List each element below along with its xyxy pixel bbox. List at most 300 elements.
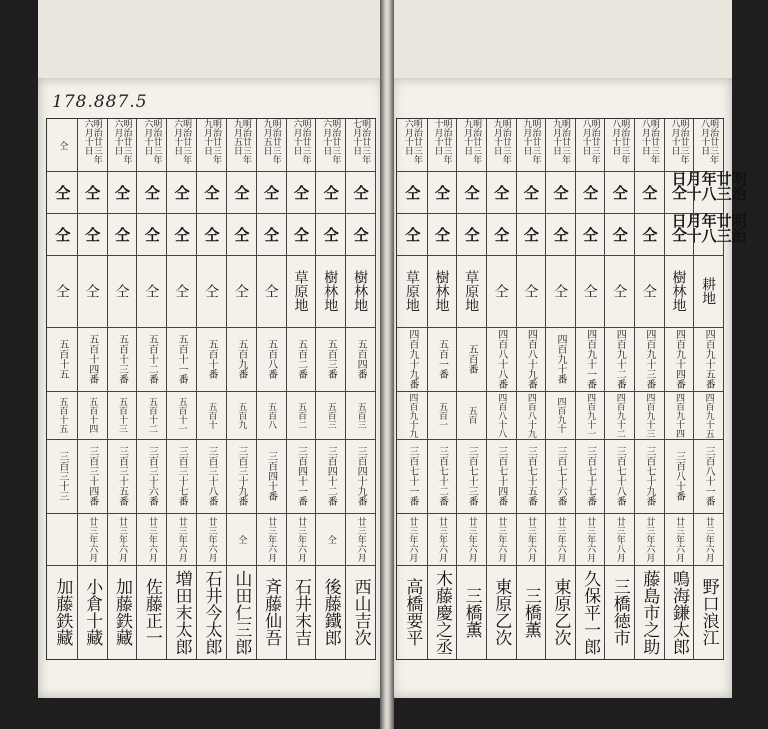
lot-sub-number-cell	[397, 391, 427, 439]
lot-sub-number-cell	[664, 391, 694, 439]
date-entry-3-cell	[604, 213, 634, 255]
register-column	[77, 119, 108, 659]
land-category: 仝	[232, 284, 249, 298]
old-lot-number: 三百七十四番	[495, 446, 507, 506]
date-entry-2: 仝	[670, 184, 689, 200]
land-category: 仝	[83, 284, 100, 298]
lot-sub-number: 五百三	[355, 401, 366, 429]
reference-year: 廿三年六月	[466, 516, 477, 562]
land-category-cell	[664, 255, 694, 327]
lot-number: 五百九番	[235, 339, 247, 379]
land-category: 樹林地	[322, 270, 339, 312]
date-entry-3: 仝	[610, 226, 629, 242]
lot-sub-number-cell	[286, 391, 316, 439]
lot-number-cell	[545, 327, 575, 391]
old-lot-number: 三百七十三番	[466, 446, 478, 506]
reference-year-cell	[397, 513, 427, 565]
land-category-cell	[107, 255, 137, 327]
reference-year-cell	[166, 513, 196, 565]
lot-sub-number-cell	[634, 391, 664, 439]
date-entry-3-cell	[136, 213, 166, 255]
lot-number-cell	[77, 327, 107, 391]
lot-number: 五百十五	[56, 339, 68, 379]
date-entry-3-cell	[345, 213, 375, 255]
date-entry-2: 仝	[321, 184, 340, 200]
reference-year: 廿三年六月	[117, 516, 128, 562]
owner-name-cell	[456, 565, 486, 659]
reference-year: 仝	[325, 534, 336, 544]
reference-year-cell	[77, 513, 107, 565]
date-entry-2: 仝	[492, 184, 511, 200]
owner-name-cell	[427, 565, 457, 659]
lot-sub-number-cell	[166, 391, 196, 439]
date-entry-3-cell	[256, 213, 286, 255]
reference-year-cell	[47, 513, 77, 565]
date-entry-3-cell	[634, 213, 664, 255]
date-entry-2: 仝	[53, 184, 72, 200]
land-category: 仝	[53, 284, 70, 298]
reference-year-cell	[693, 513, 723, 565]
registration-date-cell	[634, 119, 664, 171]
lot-number: 五百十四番	[86, 334, 98, 384]
date-entry-2: 仝	[551, 184, 570, 200]
land-category-cell	[693, 255, 723, 327]
reference-year: 廿三年六月	[674, 516, 685, 562]
register-column	[345, 119, 376, 659]
old-lot-number: 三百三十四番	[86, 446, 98, 506]
old-lot-number: 三百四十九番	[355, 446, 367, 506]
lot-sub-number-cell	[226, 391, 256, 439]
date-entry-2-cell	[575, 171, 605, 213]
land-category: 樹林地	[352, 270, 369, 312]
date-entry-2-cell	[226, 171, 256, 213]
reference-year: 廿三年六月	[555, 516, 566, 562]
land-category: 樹林地	[433, 270, 450, 312]
date-entry-2: 仝	[351, 184, 370, 200]
date-entry-2-cell	[604, 171, 634, 213]
reference-year-cell	[226, 513, 256, 565]
old-lot-number-cell	[456, 439, 486, 513]
reference-year: 廿三年六月	[295, 516, 306, 562]
old-lot-number-cell	[516, 439, 546, 513]
register-column	[196, 119, 227, 659]
land-category: 仝	[113, 284, 130, 298]
date-entry-3: 仝	[462, 226, 481, 242]
reference-year: 廿三年八月	[614, 516, 625, 562]
old-lot-number-cell	[545, 439, 575, 513]
date-entry-3-cell	[107, 213, 137, 255]
land-category-cell	[345, 255, 375, 327]
reference-year: 廿三年六月	[407, 516, 418, 562]
lot-sub-number: 五百二	[295, 401, 306, 429]
lot-sub-number-cell	[107, 391, 137, 439]
reference-year-cell	[545, 513, 575, 565]
registration-date: 明治廿三年八月十日	[639, 119, 659, 164]
date-entry-3-cell	[47, 213, 77, 255]
registration-date: 明治廿三年六月十日	[82, 119, 102, 164]
reference-year: 廿三年六月	[87, 516, 98, 562]
registration-date: 仝	[57, 140, 68, 150]
lot-number: 四百九十一番	[584, 329, 596, 389]
lot-sub-number-cell	[315, 391, 345, 439]
date-entry-2-cell	[669, 171, 748, 213]
date-entry-3-cell	[196, 213, 226, 255]
date-entry-3-cell	[226, 213, 256, 255]
old-lot-number-cell	[286, 439, 316, 513]
lot-number-cell	[345, 327, 375, 391]
date-entry-3: 仝	[83, 226, 102, 242]
date-entry-3: 仝	[403, 226, 422, 242]
lot-number-cell	[516, 327, 546, 391]
date-entry-3: 仝	[492, 226, 511, 242]
land-category-cell	[256, 255, 286, 327]
registration-date-cell	[136, 119, 166, 171]
reference-year-cell	[427, 513, 457, 565]
land-category: 仝	[492, 284, 509, 298]
lot-number-cell	[47, 327, 77, 391]
lot-number-cell	[427, 327, 457, 391]
registration-date: 明治廿三年八月十日	[669, 119, 689, 164]
reference-year-cell	[256, 513, 286, 565]
reference-year-cell	[604, 513, 634, 565]
lot-sub-number: 四百九十四	[674, 392, 685, 438]
register-column	[107, 119, 138, 659]
reference-year: 廿三年六月	[266, 516, 277, 562]
lot-number: 四百九十番	[554, 334, 566, 384]
old-lot-number: 三百三十六番	[146, 446, 158, 506]
lot-sub-number-cell	[456, 391, 486, 439]
land-category: 草原地	[463, 270, 480, 312]
old-lot-number: 三百七十二番	[436, 446, 448, 506]
lot-sub-number: 五百九	[236, 401, 247, 429]
land-category: 仝	[522, 284, 539, 298]
owner-name-cell	[196, 565, 226, 659]
old-lot-number-cell	[575, 439, 605, 513]
owner-name-cell	[315, 565, 345, 659]
old-lot-number: 三百四十一番	[295, 446, 307, 506]
date-entry-3: 仝	[640, 226, 659, 242]
old-lot-number-cell	[77, 439, 107, 513]
owner-name-cell	[47, 565, 77, 659]
land-category: 仝	[640, 284, 657, 298]
date-entry-2: 仝	[462, 184, 481, 200]
lot-sub-number-cell	[196, 391, 226, 439]
lot-sub-number: 五百十四	[87, 397, 98, 433]
register-column	[604, 119, 635, 659]
date-entry-2-cell	[427, 171, 457, 213]
reference-year: 廿三年六月	[176, 516, 187, 562]
reference-year: 廿三年六月	[146, 516, 157, 562]
land-category: 仝	[611, 284, 628, 298]
land-category: 樹林地	[670, 270, 687, 312]
register-column	[516, 119, 547, 659]
reference-year: 廿三年六月	[525, 516, 536, 562]
owner-name: 東原乙次	[550, 578, 571, 646]
owner-name-cell	[664, 565, 694, 659]
reference-year-cell	[516, 513, 546, 565]
date-entry-2-cell	[545, 171, 575, 213]
owner-name-cell	[136, 565, 166, 659]
registration-date-cell	[516, 119, 546, 171]
lot-number: 四百八十八番	[495, 329, 507, 389]
land-category-cell	[315, 255, 345, 327]
old-lot-number: 三百三十七番	[176, 446, 188, 506]
registration-date: 明治廿三年九月五日	[261, 119, 281, 164]
register-column	[136, 119, 167, 659]
date-entry-2-cell	[486, 171, 516, 213]
lot-number-cell	[166, 327, 196, 391]
reference-year-cell	[456, 513, 486, 565]
register-column	[456, 119, 487, 659]
date-entry-2-cell	[166, 171, 196, 213]
old-lot-number: 三百八十一番	[703, 446, 715, 506]
reference-year: 廿三年六月	[436, 516, 447, 562]
land-category: 仝	[202, 284, 219, 298]
date-entry-3: 仝	[321, 226, 340, 242]
owner-name: 後藤鐵郎	[320, 578, 341, 646]
date-entry-3-cell	[545, 213, 575, 255]
book-gutter	[380, 0, 394, 729]
land-category: 仝	[262, 284, 279, 298]
lot-number-cell	[107, 327, 137, 391]
lot-sub-number: 五百十二	[146, 397, 157, 433]
owner-name: 小倉十藏	[82, 578, 103, 646]
old-lot-number-cell	[136, 439, 166, 513]
reference-year: 仝	[236, 534, 247, 544]
register-column	[634, 119, 665, 659]
date-entry-2-cell	[77, 171, 107, 213]
lot-sub-number-cell	[427, 391, 457, 439]
lot-sub-number: 四百九十五	[703, 392, 714, 438]
date-entry-2: 仝	[83, 184, 102, 200]
lot-sub-number: 四百八十九	[525, 392, 536, 438]
registration-date: 明治廿三年八月十日	[699, 119, 719, 164]
registration-date: 明治廿三年六月十日	[402, 119, 422, 164]
registration-date-cell	[604, 119, 634, 171]
land-category-cell	[166, 255, 196, 327]
lot-sub-number-cell	[47, 391, 77, 439]
owner-name: 山田仁三郎	[231, 569, 252, 655]
register-column	[486, 119, 517, 659]
old-lot-number: 三百四十二番	[325, 446, 337, 506]
date-entry-3: 仝	[172, 226, 191, 242]
owner-name-cell	[77, 565, 107, 659]
date-entry-2-cell	[47, 171, 77, 213]
old-lot-number-cell	[315, 439, 345, 513]
lot-number-cell	[315, 327, 345, 391]
registration-date: 明治廿三年九月十日	[550, 119, 570, 164]
old-lot-number-cell	[427, 439, 457, 513]
lot-number-cell	[226, 327, 256, 391]
registration-date-cell	[486, 119, 516, 171]
lot-sub-number: 五百八	[266, 401, 277, 429]
registration-date-cell	[315, 119, 345, 171]
registration-date-cell	[47, 119, 77, 171]
old-lot-number-cell	[226, 439, 256, 513]
owner-name-cell	[516, 565, 546, 659]
land-category-cell	[286, 255, 316, 327]
old-lot-number: 三百四十番	[265, 451, 277, 501]
owner-name: 加藤鉄藏	[112, 578, 133, 646]
lot-number-cell	[664, 327, 694, 391]
registration-date: 明治廿三年九月五日	[231, 119, 251, 164]
registration-date: 明治廿三年十月十日	[432, 119, 452, 164]
land-category: 仝	[173, 284, 190, 298]
reference-year-cell	[107, 513, 137, 565]
date-entry-2-cell	[196, 171, 226, 213]
lot-sub-number-cell	[486, 391, 516, 439]
land-category-cell	[575, 255, 605, 327]
lot-number: 五百四番	[355, 339, 367, 379]
date-entry-3: 仝	[551, 226, 570, 242]
owner-name: 藤島市之助	[639, 569, 660, 655]
date-entry-3: 仝	[581, 226, 600, 242]
owner-name-cell	[575, 565, 605, 659]
registration-date-cell	[575, 119, 605, 171]
registration-date: 明治廿三年六月十日	[291, 119, 311, 164]
reference-year-cell	[196, 513, 226, 565]
old-lot-number-cell	[166, 439, 196, 513]
date-entry-3: 仝	[291, 226, 310, 242]
date-entry-2: 仝	[432, 184, 451, 200]
old-lot-number-cell	[486, 439, 516, 513]
registration-date: 明治廿三年九月十日	[521, 119, 541, 164]
lot-sub-number: 五百十五	[57, 397, 68, 433]
date-entry-2: 仝	[403, 184, 422, 200]
lot-number: 五百三番	[325, 339, 337, 379]
date-entry-3: 仝	[432, 226, 451, 242]
registration-date: 明治廿三年六月十日	[142, 119, 162, 164]
reference-year-cell	[136, 513, 166, 565]
date-entry-3-cell	[664, 213, 694, 255]
lot-sub-number: 四百八十八	[496, 392, 507, 438]
old-lot-number: 三百七十一番	[406, 446, 418, 506]
owner-name-cell	[107, 565, 137, 659]
land-category: 耕地	[700, 277, 717, 305]
right-register-table	[396, 118, 748, 660]
lot-number: 五百十一番	[176, 334, 188, 384]
lot-sub-number: 四百九十九	[407, 392, 418, 438]
reference-year-cell	[664, 513, 694, 565]
old-lot-number-cell	[604, 439, 634, 513]
registration-date: 明治廿三年九月十日	[201, 119, 221, 164]
register-column	[575, 119, 606, 659]
reference-year-cell	[486, 513, 516, 565]
date-entry-2-cell	[256, 171, 286, 213]
date-entry-3: 仝	[670, 226, 689, 242]
land-category-cell	[545, 255, 575, 327]
owner-name: 東原乙次	[491, 578, 512, 646]
date-entry-2: 仝	[291, 184, 310, 200]
lot-number-cell	[456, 327, 486, 391]
lot-number: 四百九十九番	[406, 329, 418, 389]
lot-number-cell	[136, 327, 166, 391]
lot-sub-number-cell	[256, 391, 286, 439]
old-lot-number-cell	[693, 439, 723, 513]
lot-sub-number-cell	[136, 391, 166, 439]
left-page-top-margin	[38, 0, 384, 78]
date-entry-2: 仝	[581, 184, 600, 200]
registration-date-cell	[664, 119, 694, 171]
old-lot-number-cell	[664, 439, 694, 513]
old-lot-number-cell	[256, 439, 286, 513]
lot-number-cell	[604, 327, 634, 391]
old-lot-number: 三百三十三	[56, 451, 68, 501]
land-category-cell	[456, 255, 486, 327]
owner-name: 石井今太郎	[201, 569, 222, 655]
owner-name-cell	[345, 565, 375, 659]
lot-sub-number-cell	[516, 391, 546, 439]
lot-number: 四百九十二番	[614, 329, 626, 389]
old-lot-number-cell	[47, 439, 77, 513]
registration-date: 明治廿三年六月十日	[321, 119, 341, 164]
land-category-cell	[196, 255, 226, 327]
old-lot-number: 三百三十五番	[116, 446, 128, 506]
owner-name: 三橋薫	[520, 586, 541, 638]
lot-number: 五百二番	[295, 339, 307, 379]
owner-name: 木藤慶之丞	[431, 569, 452, 655]
date-entry-3-cell	[669, 213, 748, 255]
right-page-top-margin	[392, 0, 732, 78]
owner-name: 佐藤正一	[141, 578, 162, 646]
date-entry-2: 仝	[521, 184, 540, 200]
lot-number: 四百九十五番	[703, 329, 715, 389]
registration-date-cell	[427, 119, 457, 171]
date-entry-2-cell	[136, 171, 166, 213]
old-lot-number-cell	[634, 439, 664, 513]
lot-number: 四百八十九番	[525, 329, 537, 389]
lot-number: 四百九十三番	[643, 329, 655, 389]
date-entry-2-cell	[397, 171, 427, 213]
reference-year-cell	[315, 513, 345, 565]
old-lot-number-cell	[397, 439, 427, 513]
lot-number: 五百十番	[205, 339, 217, 379]
lot-number-cell	[486, 327, 516, 391]
old-lot-number: 三百七十五番	[525, 446, 537, 506]
land-category-cell	[604, 255, 634, 327]
owner-name: 野口浪江	[698, 578, 719, 646]
old-lot-number: 三百八十番	[673, 451, 685, 501]
lot-number-cell	[256, 327, 286, 391]
owner-name-cell	[226, 565, 256, 659]
registration-date-cell	[166, 119, 196, 171]
lot-sub-number: 四百九十	[555, 397, 566, 433]
owner-name: 西山吉次	[350, 578, 371, 646]
lot-sub-number-cell	[693, 391, 723, 439]
registration-date: 明治廿三年九月十日	[462, 119, 482, 164]
owner-name: 斉藤仙吾	[261, 578, 282, 646]
old-lot-number-cell	[345, 439, 375, 513]
lot-number-cell	[575, 327, 605, 391]
reference-year: 廿三年六月	[585, 516, 596, 562]
lot-number: 五百番	[466, 344, 478, 374]
date-entry-2: 仝	[262, 184, 281, 200]
land-category: 草原地	[403, 270, 420, 312]
date-entry-2: 仝	[142, 184, 161, 200]
lot-number: 五百十二番	[146, 334, 158, 384]
registration-date-cell	[456, 119, 486, 171]
registration-date: 明治廿三年八月十日	[580, 119, 600, 164]
land-category: 仝	[551, 284, 568, 298]
date-entry-3: 仝	[53, 226, 72, 242]
date-entry-3-cell	[516, 213, 546, 255]
reference-year-cell	[575, 513, 605, 565]
owner-name-cell	[604, 565, 634, 659]
date-entry-3: 仝	[232, 226, 251, 242]
reference-year: 廿三年六月	[496, 516, 507, 562]
register-column	[664, 119, 695, 659]
registration-date: 明治廿三年九月十日	[491, 119, 511, 164]
